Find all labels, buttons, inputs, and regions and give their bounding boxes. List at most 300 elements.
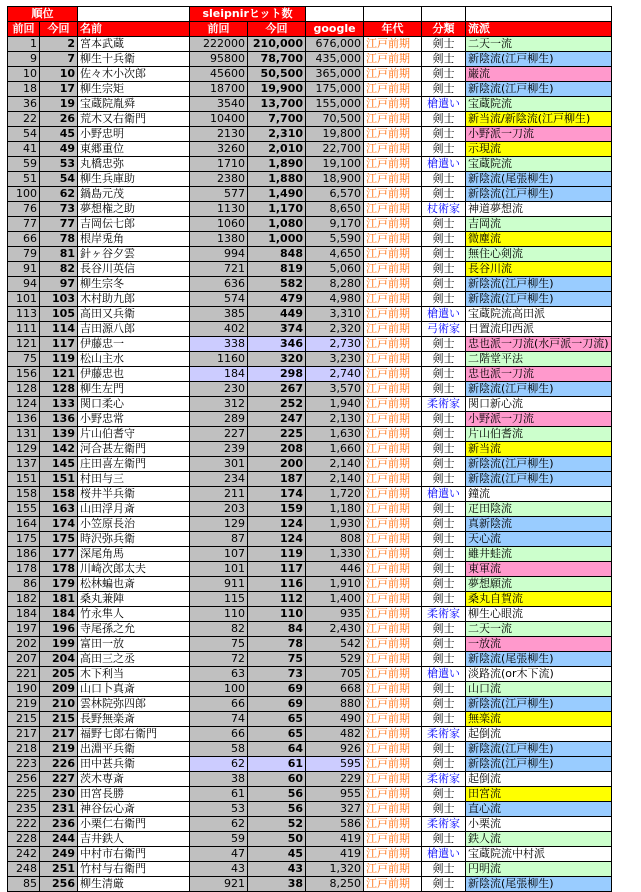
name-cell: 深尾角馬 (78, 547, 190, 562)
prev-hits-cell: 62 (190, 757, 248, 772)
col-prev-rank: 前回 (8, 22, 40, 37)
curr-hits-cell: 479 (248, 292, 306, 307)
header-row (8, 22, 612, 37)
google-cell: 19,800 (306, 127, 364, 142)
table-row (8, 607, 612, 622)
curr-rank-cell: 45 (40, 127, 78, 142)
prev-hits-cell: 110 (190, 607, 248, 622)
prev-rank-cell: 1 (8, 37, 40, 52)
name-cell: 柳生左門 (78, 382, 190, 397)
prev-rank-cell: 158 (8, 487, 40, 502)
prev-hits-cell: 129 (190, 517, 248, 532)
name-cell: 山田浮月斎 (78, 502, 190, 517)
col-name: 名前 (78, 22, 190, 37)
name-cell: 柳生清厳 (78, 877, 190, 892)
category-cell: 剣士 (422, 832, 466, 847)
era-cell: 江戸前期 (364, 127, 422, 142)
school-cell: 桑丸自賀流 (466, 592, 612, 607)
curr-hits-cell: 117 (248, 562, 306, 577)
curr-hits-cell: 73 (248, 667, 306, 682)
school-cell: 忠也派一刀流(水戸派一刀流) (466, 337, 612, 352)
category-cell: 剣士 (422, 337, 466, 352)
curr-rank-cell: 177 (40, 547, 78, 562)
table-row (8, 412, 612, 427)
header-group-row (8, 7, 612, 22)
name-cell: 田宮長勝 (78, 787, 190, 802)
curr-hits-cell: 50,500 (248, 67, 306, 82)
school-cell: 新当流/新陰流(江戸柳生) (466, 112, 612, 127)
curr-hits-cell: 1,080 (248, 217, 306, 232)
name-cell: 片山伯耆守 (78, 427, 190, 442)
school-cell: 新陰流(尾張柳生) (466, 652, 612, 667)
era-cell: 江戸前期 (364, 202, 422, 217)
category-cell: 剣士 (422, 742, 466, 757)
curr-rank-cell: 145 (40, 457, 78, 472)
name-cell: 木村助九郎 (78, 292, 190, 307)
curr-hits-cell: 320 (248, 352, 306, 367)
category-cell: 剣士 (422, 682, 466, 697)
name-cell: 桜井半兵衛 (78, 487, 190, 502)
category-cell: 剣士 (422, 712, 466, 727)
era-cell: 江戸前期 (364, 322, 422, 337)
category-cell: 杖術家 (422, 202, 466, 217)
school-cell: 宝蔵院流 (466, 97, 612, 112)
table-row (8, 442, 612, 457)
era-cell: 江戸前期 (364, 367, 422, 382)
name-cell: 茨木専斎 (78, 772, 190, 787)
prev-rank-cell: 131 (8, 427, 40, 442)
prev-hits-cell: 53 (190, 802, 248, 817)
table-row (8, 172, 612, 187)
prev-rank-cell: 186 (8, 547, 40, 562)
category-cell: 柔術家 (422, 397, 466, 412)
era-cell: 江戸前期 (364, 532, 422, 547)
category-cell: 剣士 (422, 877, 466, 892)
table-row (8, 637, 612, 652)
era-cell: 江戸前期 (364, 82, 422, 97)
category-cell: 剣士 (422, 637, 466, 652)
google-cell: 926 (306, 742, 364, 757)
category-cell: 剣士 (422, 787, 466, 802)
school-cell: 小野派一刀流 (466, 127, 612, 142)
category-cell: 柔術家 (422, 772, 466, 787)
curr-hits-cell: 43 (248, 862, 306, 877)
category-cell: 剣士 (422, 442, 466, 457)
google-cell: 2,140 (306, 457, 364, 472)
curr-hits-cell: 116 (248, 577, 306, 592)
name-cell: 長野無楽斎 (78, 712, 190, 727)
curr-hits-cell: 1,880 (248, 172, 306, 187)
curr-rank-cell: 114 (40, 322, 78, 337)
curr-hits-cell: 45 (248, 847, 306, 862)
curr-rank-cell: 136 (40, 412, 78, 427)
category-cell: 剣士 (422, 367, 466, 382)
table-row (8, 352, 612, 367)
school-cell: 新陰流(江戸柳生) (466, 52, 612, 67)
era-cell: 江戸前期 (364, 517, 422, 532)
prev-hits-cell: 18700 (190, 82, 248, 97)
school-cell: 巌流 (466, 67, 612, 82)
name-cell: 吉岡伝七郎 (78, 217, 190, 232)
table-row (8, 487, 612, 502)
prev-hits-cell: 1130 (190, 202, 248, 217)
google-cell: 808 (306, 532, 364, 547)
era-cell: 江戸前期 (364, 637, 422, 652)
category-cell: 剣士 (422, 187, 466, 202)
curr-hits-cell: 119 (248, 547, 306, 562)
name-cell: 鍋島元茂 (78, 187, 190, 202)
category-cell: 剣士 (422, 277, 466, 292)
school-cell: 関口新心流 (466, 397, 612, 412)
google-cell: 4,980 (306, 292, 364, 307)
category-cell: 剣士 (422, 757, 466, 772)
school-cell: 一放流 (466, 637, 612, 652)
table-row (8, 697, 612, 712)
google-cell: 9,170 (306, 217, 364, 232)
prev-rank-cell: 151 (8, 472, 40, 487)
name-cell: 東郷重位 (78, 142, 190, 157)
prev-rank-cell: 136 (8, 412, 40, 427)
curr-rank-cell: 142 (40, 442, 78, 457)
category-cell: 剣士 (422, 562, 466, 577)
prev-hits-cell: 45600 (190, 67, 248, 82)
google-cell: 18,900 (306, 172, 364, 187)
prev-rank-cell: 59 (8, 157, 40, 172)
google-cell: 1,630 (306, 427, 364, 442)
prev-hits-cell: 184 (190, 367, 248, 382)
prev-hits-cell: 47 (190, 847, 248, 862)
name-cell: 出淵平兵衛 (78, 742, 190, 757)
category-cell: 槍遣い (422, 157, 466, 172)
name-cell: 針ヶ谷夕雲 (78, 247, 190, 262)
school-cell: 真新陰流 (466, 517, 612, 532)
table-row (8, 592, 612, 607)
table-row (8, 382, 612, 397)
school-cell: 無楽流 (466, 712, 612, 727)
name-cell: 時沢弥兵衛 (78, 532, 190, 547)
google-cell: 1,940 (306, 397, 364, 412)
prev-hits-cell: 43 (190, 862, 248, 877)
category-cell: 剣士 (422, 652, 466, 667)
prev-hits-cell: 59 (190, 832, 248, 847)
table-row (8, 622, 612, 637)
name-cell: 小栗仁右衛門 (78, 817, 190, 832)
name-cell: 荒木又右衛門 (78, 112, 190, 127)
era-cell: 江戸前期 (364, 757, 422, 772)
category-cell: 剣士 (422, 472, 466, 487)
school-cell: 鉄人流 (466, 832, 612, 847)
era-cell: 江戸前期 (364, 502, 422, 517)
curr-rank-cell: 97 (40, 277, 78, 292)
prev-rank-cell: 164 (8, 517, 40, 532)
school-cell: 新陰流(尾張柳生) (466, 172, 612, 187)
prev-rank-cell: 202 (8, 637, 40, 652)
prev-rank-cell: 101 (8, 292, 40, 307)
prev-rank-cell: 22 (8, 112, 40, 127)
prev-hits-cell: 1060 (190, 217, 248, 232)
prev-rank-cell: 219 (8, 697, 40, 712)
table-row (8, 562, 612, 577)
category-cell: 剣士 (422, 352, 466, 367)
prev-rank-cell: 182 (8, 592, 40, 607)
curr-hits-cell: 267 (248, 382, 306, 397)
school-cell: 長谷川流 (466, 262, 612, 277)
curr-rank-cell: 139 (40, 427, 78, 442)
school-cell: 東軍流 (466, 562, 612, 577)
curr-rank-cell: 26 (40, 112, 78, 127)
google-cell: 70,500 (306, 112, 364, 127)
table-row (8, 157, 612, 172)
prev-rank-cell: 111 (8, 322, 40, 337)
school-cell: 宝蔵院流 (466, 157, 612, 172)
prev-rank-cell: 223 (8, 757, 40, 772)
school-cell: 微塵流 (466, 232, 612, 247)
school-cell: 二天一流 (466, 622, 612, 637)
table-row (8, 277, 612, 292)
table-row (8, 52, 612, 67)
curr-hits-cell: 252 (248, 397, 306, 412)
curr-hits-cell: 69 (248, 682, 306, 697)
era-cell: 江戸前期 (364, 157, 422, 172)
prev-rank-cell: 184 (8, 607, 40, 622)
prev-hits-cell: 239 (190, 442, 248, 457)
school-cell: 新陰流(江戸柳生) (466, 82, 612, 97)
google-cell: 419 (306, 832, 364, 847)
google-cell: 595 (306, 757, 364, 772)
table-row (8, 727, 612, 742)
curr-hits-cell: 38 (248, 877, 306, 892)
name-cell: 伊藤忠一 (78, 337, 190, 352)
table-row (8, 802, 612, 817)
curr-hits-cell: 78,700 (248, 52, 306, 67)
category-cell: 剣士 (422, 127, 466, 142)
era-cell: 江戸前期 (364, 727, 422, 742)
school-cell: 疋田陰流 (466, 502, 612, 517)
curr-rank-cell: 151 (40, 472, 78, 487)
google-cell: 1,930 (306, 517, 364, 532)
school-cell: 淡路流(or木下流) (466, 667, 612, 682)
school-cell: 新陰流(江戸柳生) (466, 742, 612, 757)
era-cell: 江戸前期 (364, 337, 422, 352)
prev-hits-cell: 227 (190, 427, 248, 442)
school-cell: 夢想願流 (466, 577, 612, 592)
prev-hits-cell: 203 (190, 502, 248, 517)
curr-hits-cell: 61 (248, 757, 306, 772)
era-cell: 江戸前期 (364, 97, 422, 112)
google-cell: 482 (306, 727, 364, 742)
prev-rank-cell: 155 (8, 502, 40, 517)
era-cell: 江戸前期 (364, 37, 422, 52)
google-cell: 2,730 (306, 337, 364, 352)
era-cell: 江戸前期 (364, 772, 422, 787)
prev-hits-cell: 75 (190, 637, 248, 652)
era-cell: 江戸前期 (364, 802, 422, 817)
prev-rank-cell: 75 (8, 352, 40, 367)
prev-hits-cell: 230 (190, 382, 248, 397)
table-row (8, 112, 612, 127)
curr-rank-cell: 196 (40, 622, 78, 637)
category-cell: 剣士 (422, 292, 466, 307)
era-cell: 江戸前期 (364, 577, 422, 592)
prev-rank-cell: 242 (8, 847, 40, 862)
school-cell: 鐘流 (466, 487, 612, 502)
curr-hits-cell: 210,000 (248, 37, 306, 52)
name-cell: 河合甚左衛門 (78, 442, 190, 457)
google-cell: 668 (306, 682, 364, 697)
curr-rank-cell: 77 (40, 217, 78, 232)
prev-rank-cell: 124 (8, 397, 40, 412)
prev-hits-cell: 2380 (190, 172, 248, 187)
prev-rank-cell: 221 (8, 667, 40, 682)
table-row (8, 712, 612, 727)
google-cell: 1,180 (306, 502, 364, 517)
name-cell: 竹村与右衛門 (78, 862, 190, 877)
name-cell: 小野忠明 (78, 127, 190, 142)
prev-rank-cell: 94 (8, 277, 40, 292)
prev-hits-cell: 222000 (190, 37, 248, 52)
curr-hits-cell: 60 (248, 772, 306, 787)
google-cell: 1,330 (306, 547, 364, 562)
table-row (8, 472, 612, 487)
era-cell: 江戸前期 (364, 592, 422, 607)
prev-rank-cell: 215 (8, 712, 40, 727)
curr-rank-cell: 62 (40, 187, 78, 202)
col-google: google (306, 22, 364, 37)
era-cell: 江戸前期 (364, 352, 422, 367)
prev-rank-cell: 100 (8, 187, 40, 202)
name-cell: 木下利当 (78, 667, 190, 682)
curr-hits-cell: 1,170 (248, 202, 306, 217)
school-cell: 宝蔵院流中村派 (466, 847, 612, 862)
table-row (8, 772, 612, 787)
col-category: 分類 (422, 22, 466, 37)
curr-rank-cell: 78 (40, 232, 78, 247)
curr-rank-cell: 251 (40, 862, 78, 877)
era-cell: 江戸前期 (364, 412, 422, 427)
google-cell: 435,000 (306, 52, 364, 67)
name-cell: 根岸兎角 (78, 232, 190, 247)
prev-hits-cell: 911 (190, 577, 248, 592)
google-cell: 1,320 (306, 862, 364, 877)
prev-rank-cell: 36 (8, 97, 40, 112)
school-cell: 起倒流 (466, 727, 612, 742)
curr-rank-cell: 184 (40, 607, 78, 622)
curr-hits-cell: 200 (248, 457, 306, 472)
table-row (8, 832, 612, 847)
col-prev-hits: 前回 (190, 22, 248, 37)
curr-rank-cell: 209 (40, 682, 78, 697)
hits-group-header: sleipnirヒット数 (190, 7, 306, 22)
school-cell: 雖井蛙流 (466, 547, 612, 562)
curr-hits-cell: 346 (248, 337, 306, 352)
curr-rank-cell: 103 (40, 292, 78, 307)
prev-rank-cell: 121 (8, 337, 40, 352)
era-cell: 江戸前期 (364, 247, 422, 262)
prev-hits-cell: 61 (190, 787, 248, 802)
name-cell: 富田一放 (78, 637, 190, 652)
curr-hits-cell: 449 (248, 307, 306, 322)
name-cell: 柳生兵庫助 (78, 172, 190, 187)
curr-rank-cell: 117 (40, 337, 78, 352)
prev-rank-cell: 178 (8, 562, 40, 577)
category-cell: 剣士 (422, 112, 466, 127)
era-cell: 江戸前期 (364, 397, 422, 412)
prev-rank-cell: 137 (8, 457, 40, 472)
curr-hits-cell: 1,490 (248, 187, 306, 202)
prev-hits-cell: 289 (190, 412, 248, 427)
table-row (8, 217, 612, 232)
curr-hits-cell: 247 (248, 412, 306, 427)
google-cell: 2,130 (306, 412, 364, 427)
era-cell: 江戸前期 (364, 277, 422, 292)
school-cell: 円明流 (466, 862, 612, 877)
school-cell: 吉岡流 (466, 217, 612, 232)
era-cell: 江戸前期 (364, 787, 422, 802)
name-cell: 福野七郎右衛門 (78, 727, 190, 742)
table-row (8, 742, 612, 757)
era-cell: 江戸前期 (364, 442, 422, 457)
prev-hits-cell: 66 (190, 727, 248, 742)
table-row (8, 757, 612, 772)
curr-hits-cell: 159 (248, 502, 306, 517)
school-cell: 小栗流 (466, 817, 612, 832)
name-cell: 小野忠常 (78, 412, 190, 427)
category-cell: 剣士 (422, 82, 466, 97)
name-cell: 松山主水 (78, 352, 190, 367)
name-cell: 佐々木小次郎 (78, 67, 190, 82)
category-cell: 柔術家 (422, 817, 466, 832)
prev-hits-cell: 721 (190, 262, 248, 277)
curr-hits-cell: 112 (248, 592, 306, 607)
curr-rank-cell: 105 (40, 307, 78, 322)
table-row (8, 292, 612, 307)
name-cell: 高田又兵衛 (78, 307, 190, 322)
table-row (8, 247, 612, 262)
curr-hits-cell: 78 (248, 637, 306, 652)
google-cell: 419 (306, 847, 364, 862)
prev-hits-cell: 994 (190, 247, 248, 262)
school-cell: 新陰流(江戸柳生) (466, 757, 612, 772)
era-cell: 江戸前期 (364, 427, 422, 442)
curr-rank-cell: 215 (40, 712, 78, 727)
category-cell: 槍遣い (422, 307, 466, 322)
school-cell: 新陰流(江戸柳生) (466, 382, 612, 397)
category-cell: 剣士 (422, 382, 466, 397)
school-cell: 日置流印西派 (466, 322, 612, 337)
prev-rank-cell: 41 (8, 142, 40, 157)
google-cell: 1,400 (306, 592, 364, 607)
era-cell: 江戸前期 (364, 862, 422, 877)
curr-hits-cell: 124 (248, 517, 306, 532)
school-cell: 柳生心眼流 (466, 607, 612, 622)
google-cell: 705 (306, 667, 364, 682)
prev-hits-cell: 115 (190, 592, 248, 607)
col-curr-hits: 今回 (248, 22, 306, 37)
era-cell: 江戸前期 (364, 652, 422, 667)
google-cell: 1,660 (306, 442, 364, 457)
table-row (8, 337, 612, 352)
name-cell: 丸橋忠弥 (78, 157, 190, 172)
google-cell: 175,000 (306, 82, 364, 97)
prev-rank-cell: 91 (8, 262, 40, 277)
table-row (8, 877, 612, 892)
category-cell: 柔術家 (422, 727, 466, 742)
curr-rank-cell: 210 (40, 697, 78, 712)
table-row (8, 787, 612, 802)
era-cell: 江戸前期 (364, 262, 422, 277)
curr-hits-cell: 1,000 (248, 232, 306, 247)
category-cell: 槍遣い (422, 487, 466, 502)
